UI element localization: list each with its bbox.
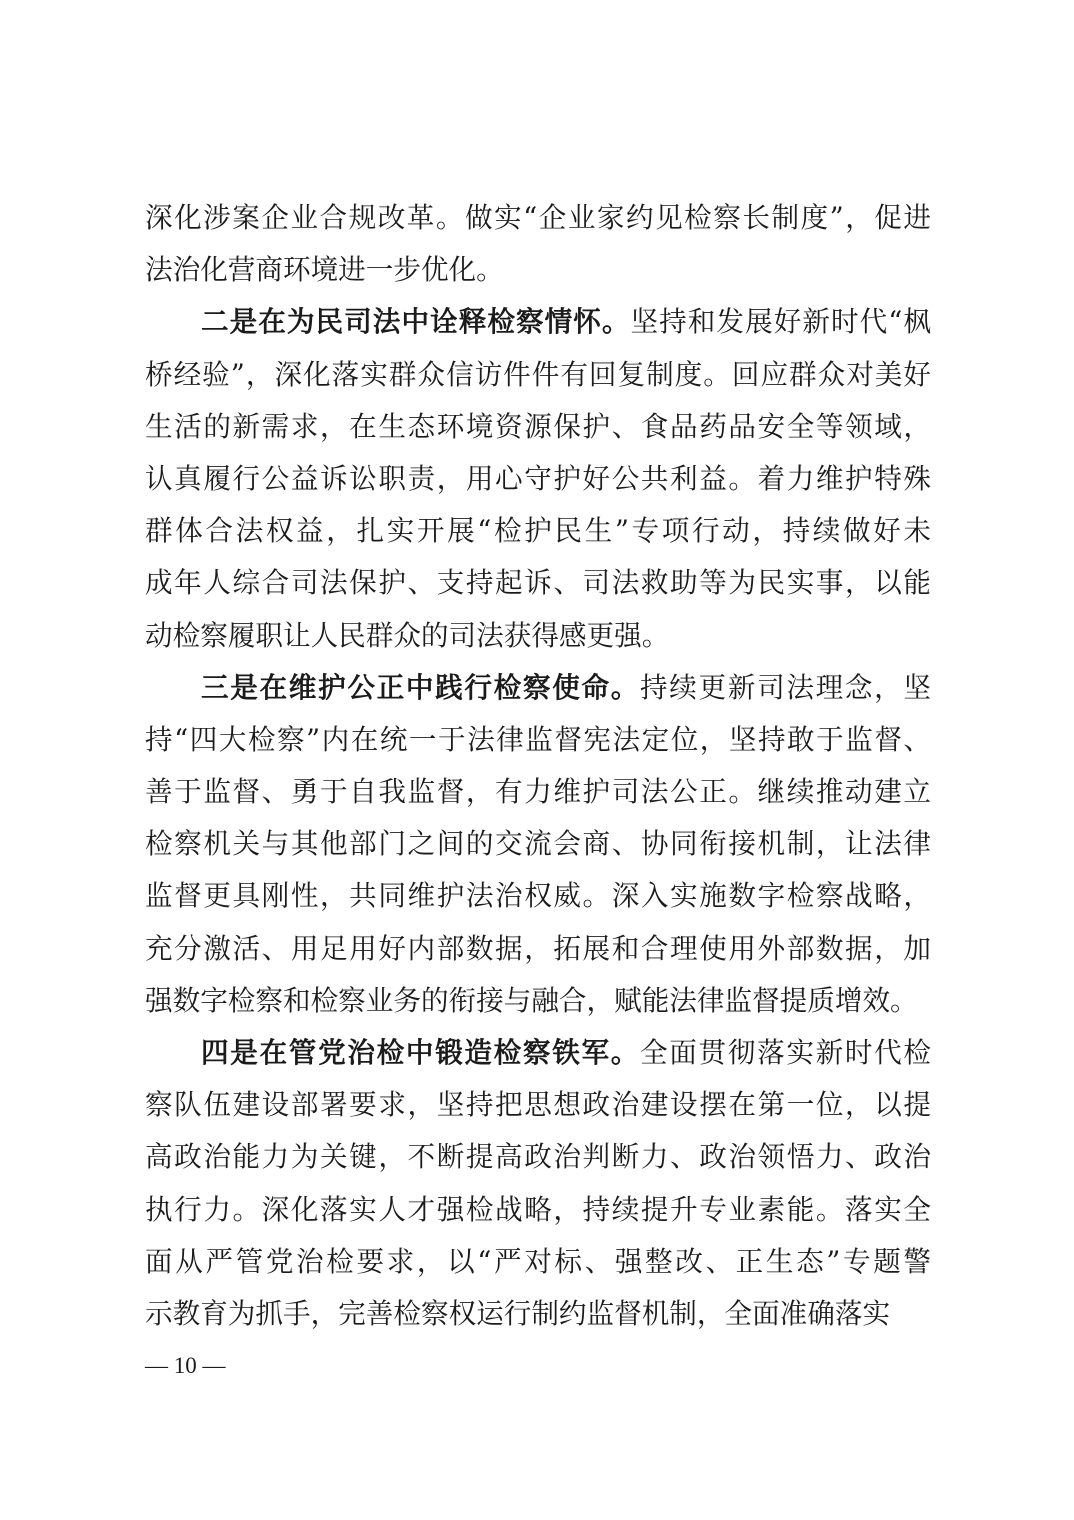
line-text: 察队伍建设部署要求，坚持把思想政治建设摆在第一位，以提: [145, 1088, 931, 1122]
text-line: [145, 1236, 931, 1288]
text-line: [145, 244, 931, 296]
text-line: [145, 349, 931, 401]
paragraph-lead-heading: 二是在为民司法中诠释检察情怀。: [201, 305, 631, 339]
text-line: [145, 714, 931, 766]
line-text: 深化涉案企业合规改革。做实“企业家约见检察长制度”，促进: [145, 201, 931, 234]
line-text: 执行力。深化落实人才强检战略，持续提升专业素能。落实全: [145, 1192, 931, 1226]
text-line: [145, 557, 931, 609]
line-text: 高政治能力为关键，不断提高政治判断力、政治领悟力、政治: [145, 1140, 931, 1174]
line-text: 生活的新需求，在生态环境资源保护、食品药品安全等领域，: [145, 409, 931, 443]
text-line: [145, 192, 931, 244]
text-line: [145, 296, 931, 348]
line-text: 法治化营商环境进一步优化。: [145, 253, 504, 287]
text-line: [145, 662, 931, 714]
text-line: [145, 923, 931, 975]
body-text: [145, 192, 931, 1340]
text-line: [145, 766, 931, 818]
text-line: [145, 870, 931, 922]
text-line: [145, 1131, 931, 1183]
paragraph: [145, 662, 931, 1027]
line-text: 成年人综合司法保护、支持起诉、司法救助等为民实事，以能: [145, 566, 931, 600]
text-line: [145, 975, 931, 1027]
line-text: 全面贯彻落实新时代检: [640, 1036, 931, 1069]
line-text: 善于监督、勇于自我监督，有力维护司法公正。继续推动建立: [145, 775, 931, 809]
line-text: 持续更新司法理念，坚: [640, 670, 931, 704]
line-text: 强数字检察和检察业务的衔接与融合，赋能法律监督提质增效。: [145, 983, 918, 1017]
text-line: [145, 401, 931, 453]
line-text: 桥经验”，深化落实群众信访件件有回复制度。回应群众对美好: [145, 357, 931, 391]
paragraph-lead-heading: 四是在管党治检中锻造检察铁军。: [201, 1036, 640, 1069]
line-text: 监督更具刚性，共同维护法治权威。深入实施数字检察战略，: [145, 879, 931, 913]
paragraph: [145, 296, 931, 661]
paragraph-lead-heading: 三是在维护公正中践行检察使命。: [201, 670, 640, 704]
line-text: 坚持和发展好新时代“枫: [630, 305, 931, 339]
text-line: [145, 505, 931, 557]
line-text: 动检察履职让人民群众的司法获得感更强。: [145, 618, 670, 652]
line-text: 检察机关与其他部门之间的交流会商、协同衔接机制，让法律: [145, 827, 931, 861]
text-line: [145, 610, 931, 662]
line-text: 群体合法权益，扎实开展“检护民生”专项行动，持续做好未: [145, 514, 931, 548]
line-text: 持“四大检察”内在统一于法律监督宪法定位，坚持敢于监督、: [145, 722, 931, 756]
line-text: 示教育为抓手，完善检察权运行制约监督机制，全面准确落实: [145, 1296, 891, 1330]
line-text: 充分激活、用足用好内部数据，拓展和合理使用外部数据，加: [145, 931, 931, 965]
page-number: — 10 —: [145, 1353, 226, 1378]
text-line: [145, 1288, 931, 1340]
paragraph: [145, 1027, 931, 1340]
line-text: 认真履行公益诉讼职责，用心守护好公共利益。着力维护特殊: [145, 461, 931, 495]
text-line: [145, 1027, 931, 1079]
text-line: [145, 1079, 931, 1131]
line-text: 面从严管党治检要求，以“严对标、强整改、正生态”专题警: [145, 1244, 931, 1278]
paragraph: [145, 192, 931, 296]
text-line: [145, 453, 931, 505]
text-line: [145, 1184, 931, 1236]
text-line: [145, 818, 931, 870]
